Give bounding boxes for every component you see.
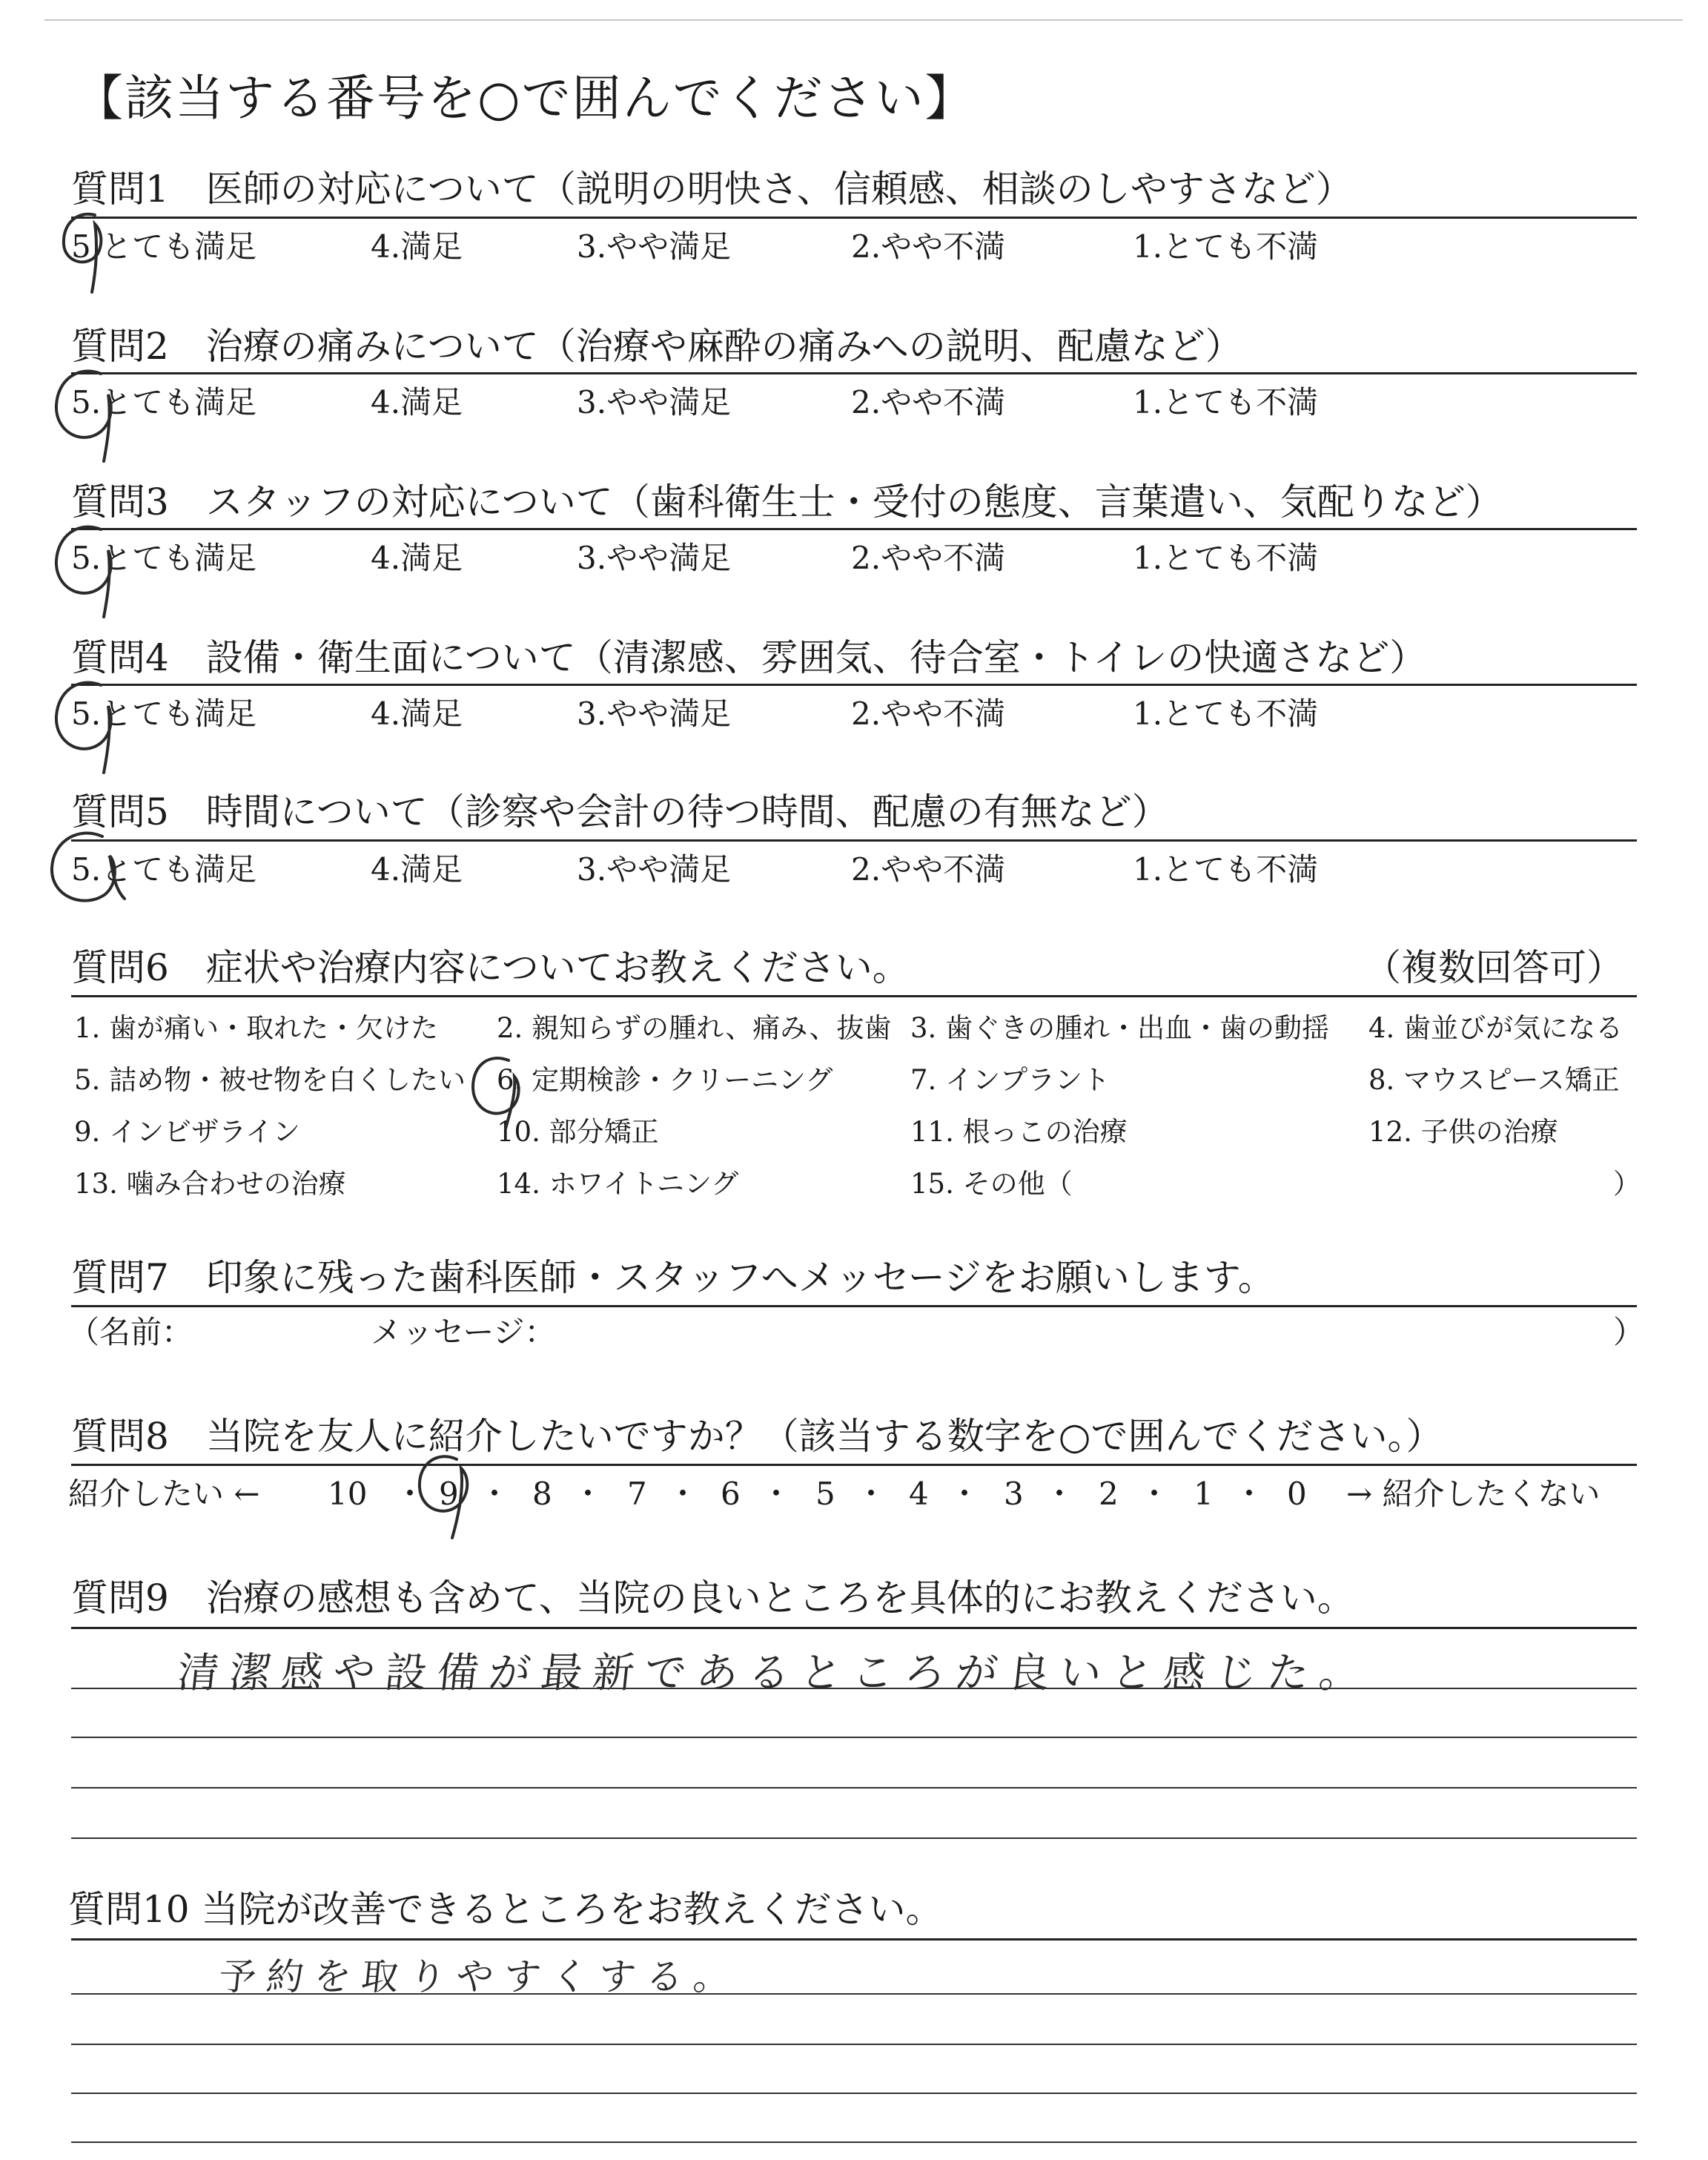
q2-hand-circle xyxy=(49,363,123,467)
score-dot: ・ xyxy=(1139,1476,1171,1512)
score-dot: ・ xyxy=(1044,1476,1076,1512)
q8-right-label: → 紹介したくない xyxy=(1346,1476,1601,1512)
score-4[interactable]: 4 xyxy=(909,1476,929,1512)
q2-option-2[interactable]: 2.やや不満 xyxy=(851,384,1006,420)
question-3-rule xyxy=(71,528,1637,530)
q3-option-1[interactable]: 1.とても不満 xyxy=(1133,540,1319,576)
page-heading: 【該当する番号を○で囲んでください】 xyxy=(74,70,976,127)
question-5-title: 質問5 時間について（診察や会計の待つ時間、配慮の有無など） xyxy=(71,790,1169,833)
score-5[interactable]: 5 xyxy=(815,1476,835,1512)
symptom-item-6[interactable]: 6. 定期検診・クリーニング xyxy=(497,1064,833,1096)
q5-option-2[interactable]: 2.やや不満 xyxy=(851,851,1006,888)
q1-option-1[interactable]: 1.とても不満 xyxy=(1133,228,1319,265)
score-dot: ・ xyxy=(1234,1476,1265,1512)
q3-option-2[interactable]: 2.やや不満 xyxy=(851,540,1006,576)
question-1-title: 質問1 医師の対応について（説明の明快さ、信頼感、相談のしやすさなど） xyxy=(71,168,1353,211)
q1-option-3[interactable]: 3.やや満足 xyxy=(577,228,732,265)
question-6-note: （複数回答可） xyxy=(1364,946,1623,989)
q7-close-paren: ） xyxy=(1613,1314,1645,1350)
symptom-item-7[interactable]: 7. インプラント xyxy=(910,1064,1110,1096)
q5-option-4[interactable]: 4.満足 xyxy=(371,851,463,888)
question-10-title: 質問10 当院が改善できるところをお教えください。 xyxy=(68,1888,943,1931)
question-2-rule xyxy=(71,372,1637,374)
question-4-title: 質問4 設備・衛生面について（清潔感、雰囲気、待合室・トイレの快適さなど） xyxy=(71,636,1427,679)
symptom-other-close: ） xyxy=(1613,1168,1641,1200)
q8-hand-circle xyxy=(405,1446,486,1542)
q3-option-5[interactable]: 5.とても満足 xyxy=(71,540,257,576)
score-dot: ・ xyxy=(855,1476,887,1512)
question-4-rule xyxy=(71,684,1637,686)
question-2-title: 質問2 治療の痛みについて（治療や麻酔の痛みへの説明、配慮など） xyxy=(71,325,1242,368)
score-dot: ・ xyxy=(667,1476,699,1512)
score-dot: ・ xyxy=(761,1476,792,1512)
score-dot: ・ xyxy=(479,1476,511,1512)
q10-handwritten-answer: 予約を取りやすくする。 xyxy=(216,1955,744,1998)
q4-option-5[interactable]: 5.とても満足 xyxy=(71,696,257,732)
score-dot: ・ xyxy=(949,1476,981,1512)
symptom-item-8[interactable]: 8. マウスピース矯正 xyxy=(1368,1064,1620,1096)
q4-hand-circle xyxy=(49,675,123,779)
q6-hand-circle xyxy=(467,1053,534,1135)
symptom-item-1[interactable]: 1. 歯が痛い・取れた・欠けた xyxy=(74,1012,439,1044)
score-1[interactable]: 1 xyxy=(1194,1476,1214,1512)
question-10-rule xyxy=(71,1938,1637,1941)
q8-left-label: 紹介したい ← xyxy=(68,1476,260,1512)
q10-answer-line xyxy=(71,1993,1637,1995)
q4-option-1[interactable]: 1.とても不満 xyxy=(1133,696,1319,732)
q4-option-3[interactable]: 3.やや満足 xyxy=(577,696,732,732)
q3-option-3[interactable]: 3.やや満足 xyxy=(577,540,732,576)
q1-option-4[interactable]: 4.満足 xyxy=(371,228,463,265)
q3-option-4[interactable]: 4.満足 xyxy=(371,540,463,576)
score-2[interactable]: 2 xyxy=(1099,1476,1119,1512)
symptom-item-14[interactable]: 14. ホワイトニング xyxy=(497,1168,739,1200)
q10-answer-line xyxy=(71,2044,1637,2045)
question-8-title: 質問8 当院を友人に紹介したいですか？（該当する数字を○で囲んでください。） xyxy=(71,1415,1443,1458)
score-0[interactable]: 0 xyxy=(1287,1476,1307,1512)
q3-hand-circle xyxy=(49,519,123,623)
q9-answer-line xyxy=(71,1837,1637,1839)
symptom-item-15[interactable]: 15. その他（ xyxy=(910,1168,1073,1200)
score-8[interactable]: 8 xyxy=(532,1476,552,1512)
score-6[interactable]: 6 xyxy=(721,1476,741,1512)
question-8-rule xyxy=(71,1464,1637,1466)
q10-answer-line xyxy=(71,2141,1637,2143)
q4-option-4[interactable]: 4.満足 xyxy=(371,696,463,732)
score-7[interactable]: 7 xyxy=(627,1476,647,1512)
q9-handwritten-answer: 清潔感や設備が最新であるところが良いと感じた。 xyxy=(175,1649,1374,1697)
score-dot: ・ xyxy=(572,1476,604,1512)
question-5-rule xyxy=(71,839,1637,842)
q1-hand-circle xyxy=(56,209,116,298)
symptom-item-12[interactable]: 12. 子供の治療 xyxy=(1368,1116,1558,1148)
symptom-item-10[interactable]: 10. 部分矯正 xyxy=(497,1116,659,1148)
q2-option-5[interactable]: 5.とても満足 xyxy=(71,384,257,420)
question-6-title: 質問6 症状や治療内容についてお教えください。 xyxy=(71,946,910,989)
symptom-item-5[interactable]: 5. 詰め物・被せ物を白くしたい xyxy=(74,1064,466,1096)
q7-message-label[interactable]: メッセージ： xyxy=(371,1314,556,1350)
score-3[interactable]: 3 xyxy=(1004,1476,1024,1512)
q5-option-3[interactable]: 3.やや満足 xyxy=(577,851,732,888)
q2-option-4[interactable]: 4.満足 xyxy=(371,384,463,420)
question-1-rule xyxy=(71,217,1637,219)
q2-option-1[interactable]: 1.とても不満 xyxy=(1133,384,1319,420)
q9-answer-line xyxy=(71,1787,1637,1789)
q2-option-3[interactable]: 3.やや満足 xyxy=(577,384,732,420)
symptom-item-9[interactable]: 9. インビザライン xyxy=(74,1116,300,1148)
symptom-item-2[interactable]: 2. 親知らずの腫れ、痛み、抜歯 xyxy=(497,1012,892,1044)
symptom-item-3[interactable]: 3. 歯ぐきの腫れ・出血・歯の動揺 xyxy=(910,1012,1330,1044)
q1-option-2[interactable]: 2.やや不満 xyxy=(851,228,1006,265)
q5-hand-circle xyxy=(46,826,128,918)
page-top-edge xyxy=(44,19,1683,21)
question-7-rule xyxy=(71,1305,1637,1307)
score-9[interactable]: 9 xyxy=(439,1476,459,1512)
question-3-title: 質問3 スタッフの対応について（歯科衛生士・受付の態度、言葉遣い、気配りなど） xyxy=(71,480,1503,524)
score-dot: ・ xyxy=(394,1476,426,1512)
symptom-item-13[interactable]: 13. 噛み合わせの治療 xyxy=(74,1168,346,1200)
score-10[interactable]: 10 xyxy=(328,1476,368,1512)
question-7-title: 質問7 印象に残った歯科医師・スタッフへメッセージをお願いします。 xyxy=(71,1256,1275,1299)
question-9-title: 質問9 治療の感想も含めて、当院の良いところを具体的にお教えください。 xyxy=(71,1576,1354,1619)
q10-answer-line xyxy=(71,2093,1637,2094)
symptom-item-11[interactable]: 11. 根っこの治療 xyxy=(910,1116,1128,1148)
q9-answer-line xyxy=(71,1688,1637,1689)
q5-option-5[interactable]: 5.とても満足 xyxy=(71,851,257,888)
question-6-rule xyxy=(71,995,1637,997)
question-9-rule xyxy=(71,1627,1637,1629)
q7-name-label: （名前： xyxy=(68,1314,193,1350)
q5-option-1[interactable]: 1.とても不満 xyxy=(1133,851,1319,888)
q1-option-5[interactable]: 5.とても満足 xyxy=(71,228,257,265)
q4-option-2[interactable]: 2.やや不満 xyxy=(851,696,1006,732)
q9-answer-line xyxy=(71,1737,1637,1738)
symptom-item-4[interactable]: 4. 歯並びが気になる xyxy=(1368,1012,1623,1044)
